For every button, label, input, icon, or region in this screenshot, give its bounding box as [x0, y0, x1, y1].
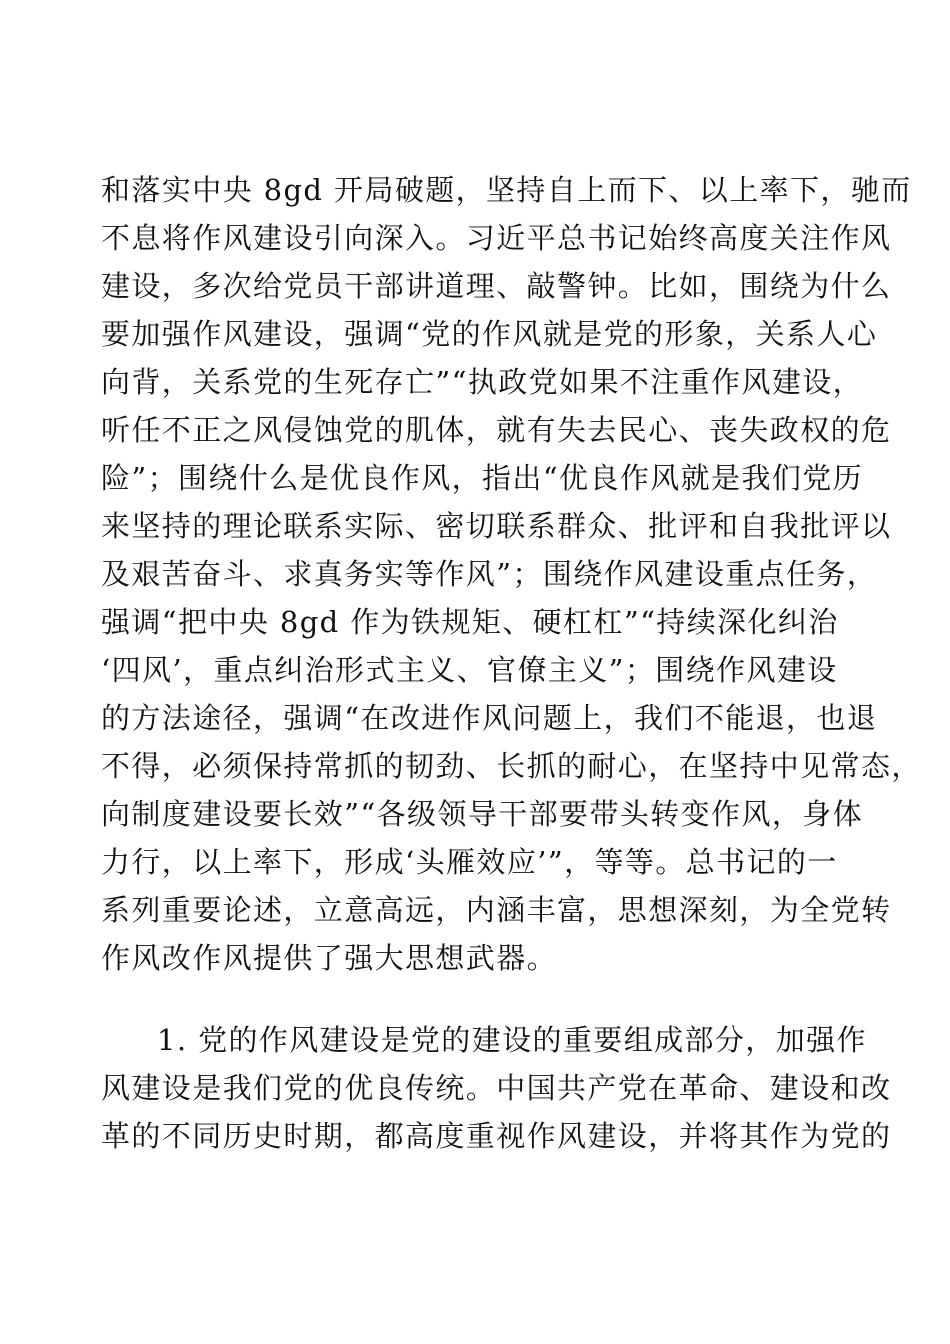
- text-line: 要加强作风建设，强调“党的作风就是党的形象，关系人心: [101, 317, 878, 351]
- text-line: 和落实中央 8gd 开局破题，坚持自上而下、以上率下，驰而: [101, 173, 912, 207]
- text-line: 及艰苦奋斗、求真务实等作风”；围绕作风建设重点任务，: [101, 557, 878, 591]
- text-line: 的方法途径，强调“在改进作风问题上，我们不能退，也退: [101, 701, 878, 735]
- text-line: 力行，以上率下，形成‘头雁效应’”，等等。总书记的一: [101, 845, 838, 879]
- text-line: 不得，必须保持常抓的韧劲、长抓的耐心，在坚持中见常态，: [101, 749, 922, 783]
- text-line: 向制度建设要长效”“各级领导干部要带头转变作风，身体: [101, 797, 864, 831]
- text-line: 风建设是我们党的优良传统。中国共产党在革命、建设和改: [101, 1071, 892, 1105]
- text-line: ‘四风’，重点纠治形式主义、官僚主义”；围绕作风建设: [101, 653, 838, 687]
- text-line: 听任不正之风侵蚀党的肌体，就有失去民心、丧失政权的危: [101, 413, 892, 447]
- text-line: 不息将作风建设引向深入。习近平总书记始终高度关注作风: [101, 221, 892, 255]
- text-line: 来坚持的理论联系实际、密切联系群众、批评和自我批评以: [101, 509, 892, 543]
- text-line: 建设，多次给党员干部讲道理、敲警钟。比如，围绕为什么: [101, 269, 892, 303]
- text-line: 系列重要论述，立意高远，内涵丰富，思想深刻，为全党转: [101, 893, 892, 927]
- text-line: 革的不同历史时期，都高度重视作风建设，并将其作为党的: [101, 1119, 892, 1153]
- text-line: 向背，关系党的生死存亡”“执政党如果不注重作风建设，: [101, 365, 864, 399]
- text-line: 作风改作风提供了强大思想武器。: [101, 941, 558, 975]
- text-line: 险”；围绕什么是优良作风，指出“优良作风就是我们党历: [101, 461, 864, 495]
- text-line: 强调“把中央 8gd 作为铁规矩、硬杠杠”“持续深化纠治: [101, 605, 839, 639]
- text-line: 1. 党的作风建设是党的建设的重要组成部分，加强作: [157, 1023, 867, 1057]
